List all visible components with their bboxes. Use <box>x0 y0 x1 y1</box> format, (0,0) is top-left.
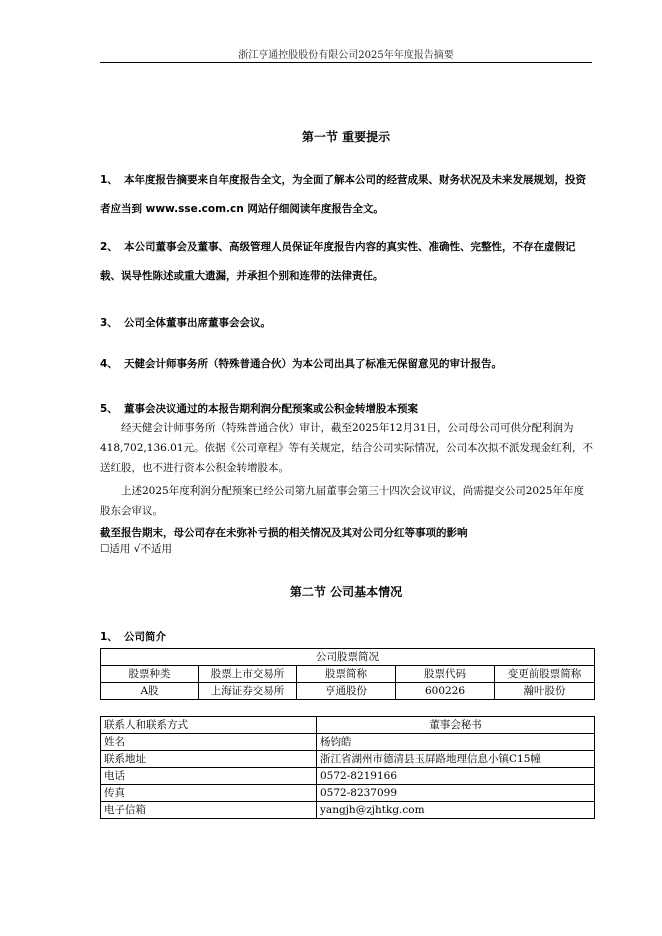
contact-table-header-value: 董事会秘书 <box>317 717 595 734</box>
contact-value: 0572-8237099 <box>317 785 595 802</box>
contact-table-row <box>101 802 595 819</box>
applicable-checkbox-line: ☐适用 √不适用 <box>100 543 172 555</box>
stock-table-header-row <box>101 666 595 683</box>
contact-table-row <box>101 785 595 802</box>
notice-item-3-number: 3、 <box>100 317 118 329</box>
stock-table-caption: 公司股票简况 <box>101 649 595 666</box>
company-profile-heading <box>100 629 596 644</box>
notice-item-1-text: 本年度报告摘要来自年度报告全文，为全面了解本公司的经营成果、财务状况及未来发展规划，投资者应当到 www.sse.com.cn 网站仔细阅读年度报告全文。 <box>100 174 586 215</box>
stock-table-caption-row <box>101 649 595 666</box>
notice-item-3-text: 公司全体董事出席董事会会议。 <box>124 317 271 329</box>
notice-item-1 <box>100 166 596 224</box>
section2-title: 第二节 公司基本情况 <box>289 585 403 599</box>
stock-table-header: 变更前股票简称 <box>495 666 595 683</box>
notice-item-4 <box>100 356 596 371</box>
notice-item-2-number: 2、 <box>100 241 118 253</box>
uncovered-loss-heading: 截至报告期末，母公司存在未弥补亏损的相关情况及其对公司分红等事项的影响 <box>100 527 468 539</box>
stock-table-header: 股票上市交易所 <box>199 666 297 683</box>
contact-value: 0572-8219166 <box>317 768 595 785</box>
contact-value: 浙江省湖州市德清县玉屏路地理信息小镇C15幢 <box>317 751 595 768</box>
profit-distribution-paragraph: 经天健会计师事务所（特殊普通合伙）审计，截至2025年12月31日，公司母公司可供分配利润为418,702,136.01元。依据《公司章程》等有关规定，结合公司实际情况，公司本次拟不派发现金红利，不送红股，也不进行资本公积金转增股本。 <box>100 422 593 474</box>
contact-table-header-row <box>101 717 595 734</box>
stock-table-row <box>101 683 595 700</box>
notice-item-5-text: 董事会决议通过的本报告期利润分配预案或公积金转增股本预案 <box>124 403 418 415</box>
contact-value: 杨钧皓 <box>317 734 595 751</box>
notice-item-2-text: 本公司董事会及董事、高级管理人员保证年度报告内容的真实性、准确性、完整性，不存在虚假记载、误导性陈述或重大遗漏，并承担个别和连带的法律责任。 <box>100 241 576 282</box>
contact-label: 电话 <box>101 768 317 785</box>
profit-distribution-approval-paragraph: 上述2025年度利润分配预案已经公司第九届董事会第三十四次会议审议，尚需提交公司2025年年度股东会审议。 <box>100 485 584 517</box>
running-header: 浙江亨通控股股份有限公司2025年年度报告摘要 <box>238 50 454 61</box>
stock-info-table <box>100 648 595 700</box>
stock-table-cell: 600226 <box>396 683 495 700</box>
stock-table-header: 股票种类 <box>101 666 199 683</box>
contact-value: yangjh@zjhtkg.com <box>317 802 595 819</box>
section1-title: 第一节 重要提示 <box>301 130 391 144</box>
stock-table-header: 股票简称 <box>297 666 396 683</box>
company-profile-number: 1、 <box>100 631 118 643</box>
notice-item-2 <box>100 233 596 291</box>
header-rule <box>100 62 592 63</box>
notice-item-4-number: 4、 <box>100 358 118 370</box>
contact-info-table <box>100 716 595 819</box>
contact-table-row <box>101 734 595 751</box>
contact-label: 联系地址 <box>101 751 317 768</box>
stock-table-header: 股票代码 <box>396 666 495 683</box>
contact-label: 传真 <box>101 785 317 802</box>
contact-table-row <box>101 768 595 785</box>
stock-table-cell: 上海证券交易所 <box>199 683 297 700</box>
notice-item-1-number: 1、 <box>100 174 118 186</box>
stock-table-cell: 瀚叶股份 <box>495 683 595 700</box>
notice-item-5 <box>100 401 596 416</box>
notice-item-5-number: 5、 <box>100 403 118 415</box>
contact-label: 姓名 <box>101 734 317 751</box>
notice-item-3 <box>100 315 596 330</box>
contact-table-header-label: 联系人和联系方式 <box>101 717 317 734</box>
company-profile-text: 公司简介 <box>124 631 166 643</box>
stock-table-cell: A股 <box>101 683 199 700</box>
notice-item-4-text: 天健会计师事务所（特殊普通合伙）为本公司出具了标准无保留意见的审计报告。 <box>124 358 502 370</box>
stock-table-cell: 亨通股份 <box>297 683 396 700</box>
contact-label: 电子信箱 <box>101 802 317 819</box>
contact-table-row <box>101 751 595 768</box>
